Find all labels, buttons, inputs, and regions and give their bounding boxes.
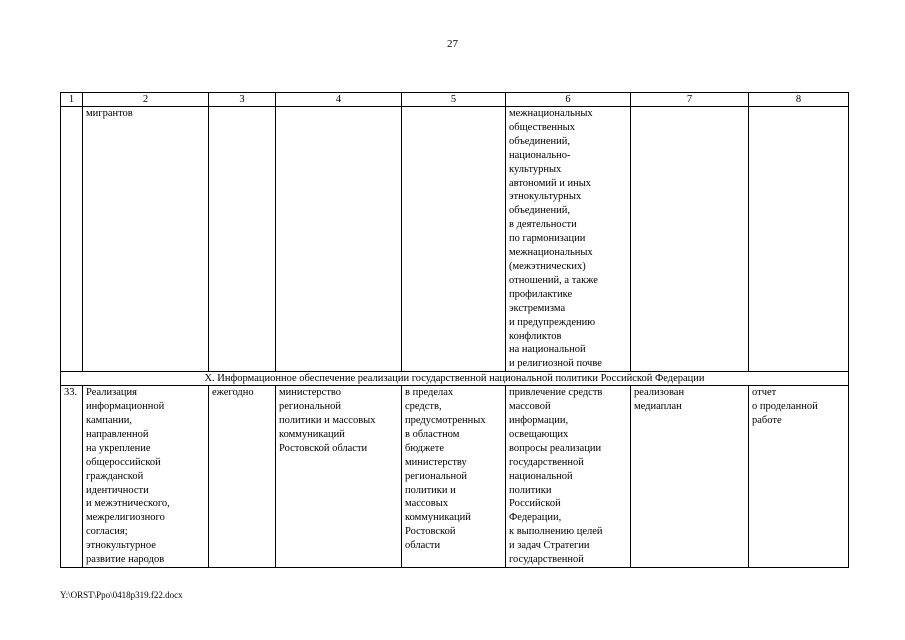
plan-table — [60, 92, 849, 568]
section-row — [61, 372, 849, 386]
cell-indicator: реализован медиаплан — [631, 386, 749, 568]
cell-executor — [276, 107, 402, 372]
column-number: 4 — [276, 93, 402, 107]
column-number: 1 — [61, 93, 83, 107]
cell-report: отчет о проделанной работе — [749, 386, 849, 568]
continuation-row — [61, 107, 849, 372]
cell-result: межнациональных общественных объединений, национально- культурных автономий и иных этнокультурных объединений, в деятельности по гармонизации межнациональных (межэтнических) отношений, а также профилактике экстремизма и предупреждению конфликтов на национальной и религиозной почве — [506, 107, 631, 372]
cell-number: 33. — [61, 386, 83, 568]
column-number: 6 — [506, 93, 631, 107]
cell-executor: министерство региональной политики и массовых коммуникаций Ростовской области — [276, 386, 402, 568]
cell-indicator — [631, 107, 749, 372]
cell-measure: Реализация информационной кампании, направленной на укрепление общероссийской гражданской идентичности и межэтнического, межрелигиозного согласия; этнокультурное развитие народов — [83, 386, 209, 568]
column-number: 8 — [749, 93, 849, 107]
cell-report — [749, 107, 849, 372]
column-number: 5 — [402, 93, 506, 107]
column-number: 2 — [83, 93, 209, 107]
cell-number — [61, 107, 83, 372]
cell-funding — [402, 107, 506, 372]
section-title: X. Информационное обеспечение реализации государственной национальной политики Российской Федерации — [61, 372, 849, 386]
page-number: 27 — [447, 38, 458, 50]
cell-result: привлечение средств массовой информации, освещающих вопросы реализации государственной национальной политики Российской Федерации, к выполнению целей и задач Стратегии государственной — [506, 386, 631, 568]
cell-deadline — [209, 107, 276, 372]
cell-deadline: ежегодно — [209, 386, 276, 568]
cell-measure: мигрантов — [83, 107, 209, 372]
column-number: 7 — [631, 93, 749, 107]
cell-funding: в пределах средств, предусмотренных в областном бюджете министерству региональной политики и массовых коммуникаций Ростовской области — [402, 386, 506, 568]
column-number-row — [61, 93, 849, 107]
table-row-33 — [61, 386, 849, 568]
column-number: 3 — [209, 93, 276, 107]
footer-file-path: Y:\ORST\Ppo\0418p319.f22.docx — [60, 590, 183, 600]
